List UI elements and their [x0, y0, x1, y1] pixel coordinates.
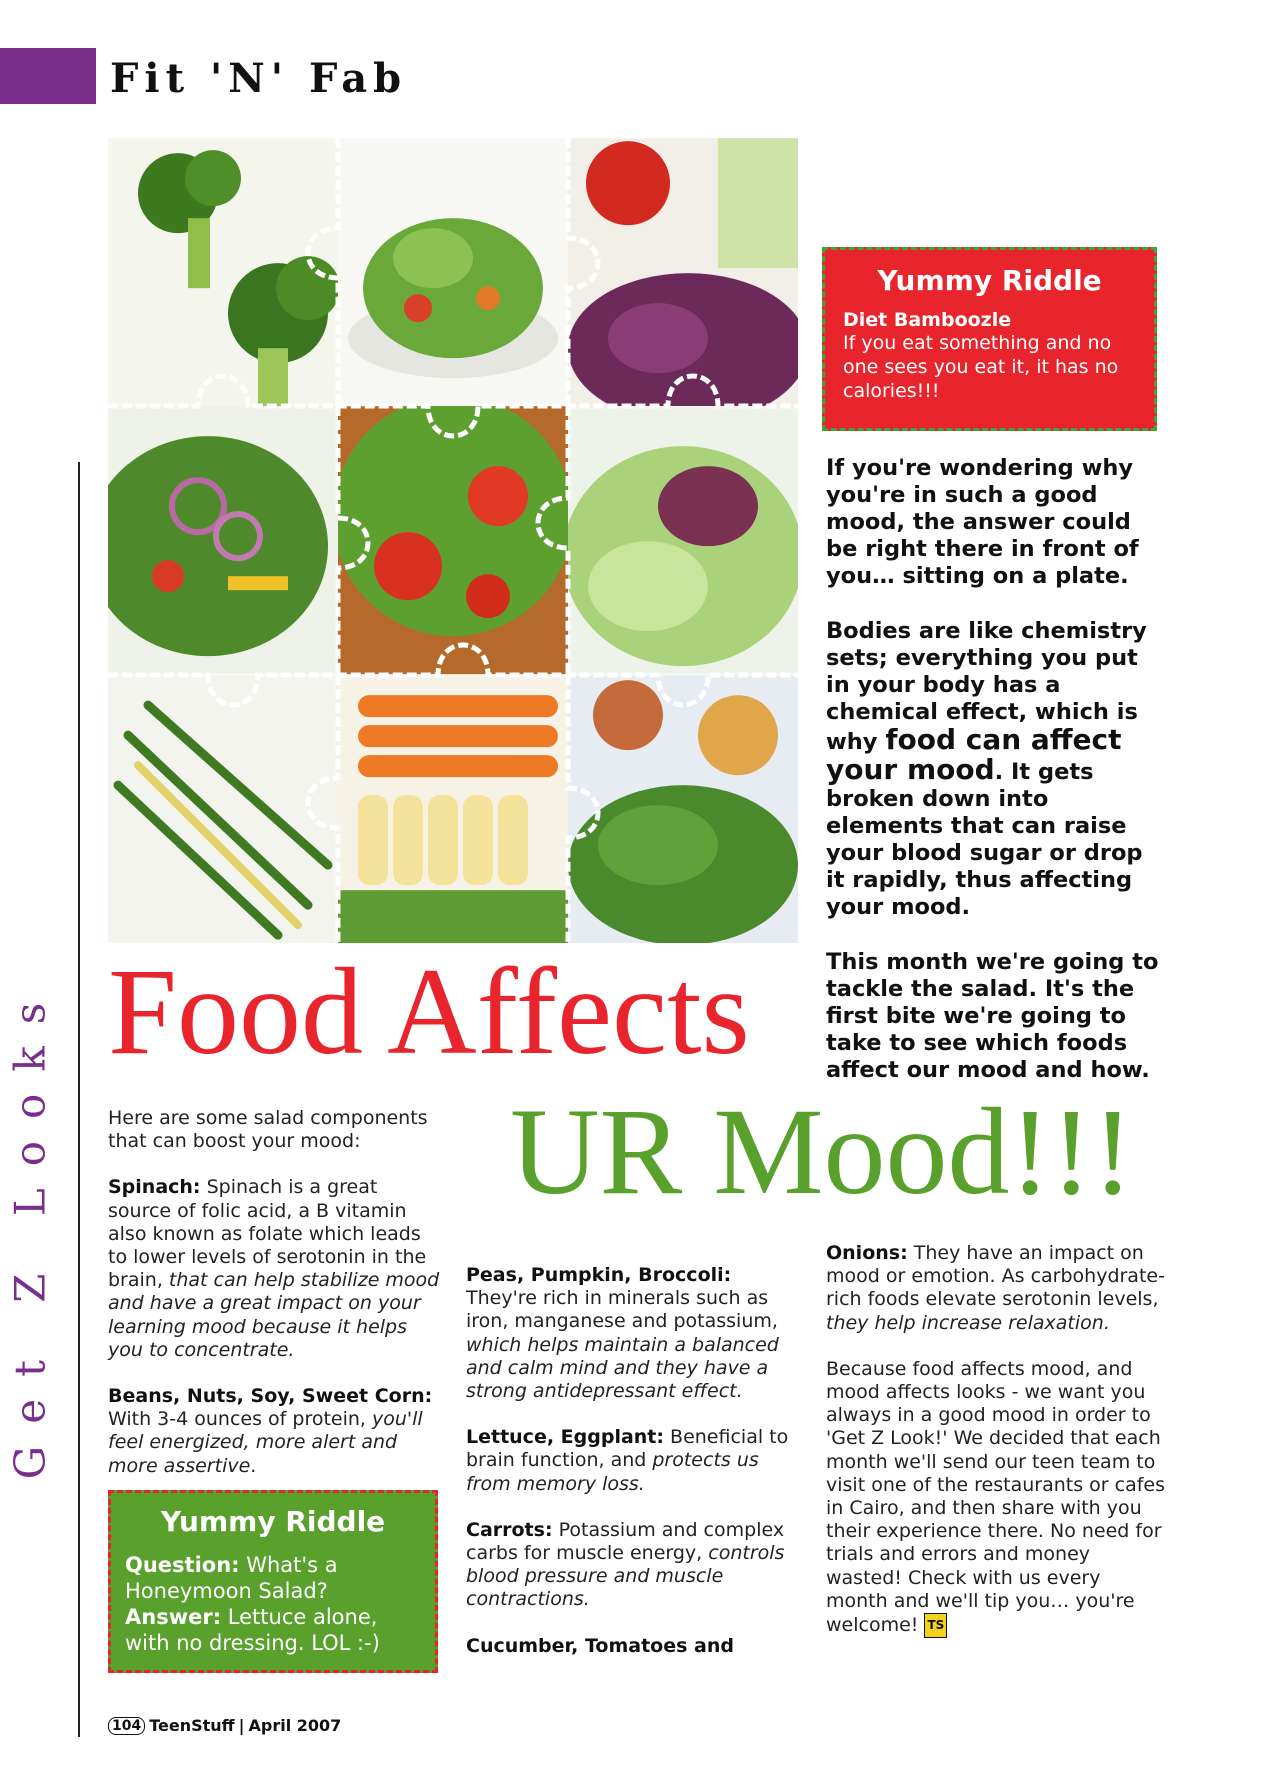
- riddle-box-bottom: [108, 1490, 438, 1673]
- tomato-cabbage-photo: [568, 138, 798, 406]
- footer-separator: |: [238, 1716, 245, 1735]
- beans-paragraph: Beans, Nuts, Soy, Sweet Corn: With 3-4 ounces of protein, you'll feel energized, more alert and more assertive.: [108, 1385, 433, 1477]
- page-number: 104: [108, 1717, 145, 1735]
- teenstuff-end-logo: TS: [924, 1613, 947, 1638]
- intro-paragraph-3: This month we're going to tackle the salad. It's the first bite we're going to take to see which foods affect our mood and how.: [826, 949, 1159, 1083]
- intro-paragraph-1: If you're wondering why you're in such a good mood, the answer could be right there in front of you… sitting on a plate.: [826, 455, 1139, 589]
- peas-paragraph: Peas, Pumpkin, Broccoli: They're rich in minerals such as iron, manganese and potassium, which helps maintain a balanced and calm mind and they have a strong antidepressant effect.: [466, 1264, 779, 1403]
- magazine-name: TeenStuff: [149, 1716, 235, 1735]
- riddle-answer: Answer: Lettuce alone, with no dressing. LOL :-): [125, 1605, 380, 1655]
- riddle-question: Question: What's a Honeymoon Salad?: [125, 1553, 338, 1603]
- column-intro: Here are some salad components that can boost your mood:: [108, 1107, 428, 1153]
- section-color-bar: [0, 48, 96, 104]
- article-column-3: [826, 1242, 1166, 1661]
- onion-salad-photo: [108, 406, 338, 674]
- salad-bowl-photo: [338, 138, 568, 406]
- intro-text: [826, 455, 1166, 1112]
- issue-date: April 2007: [248, 1716, 342, 1735]
- intro-paragraph-2: Bodies are like chemistry sets; everything you put in your body has a chemical effect, which is why food can affect your mood. It gets broken down into elements that can raise your blood sugar or drop it rapidly, thus affecting your mood.: [826, 618, 1147, 920]
- lettuce-paragraph: Lettuce, Eggplant: Beneficial to brain function, and protects us from memory loss.: [466, 1426, 789, 1495]
- spinach-paragraph: Spinach: Spinach is a great source of folic acid, a B vitamin also known as folate which leads to lower levels of serotonin in the brain, that can help stabilize mood and have a great impact on your learning mood because it helps you to concentrate.: [108, 1176, 440, 1361]
- section-title: Fit 'N' Fab: [110, 55, 408, 102]
- riddle-box-top: [822, 247, 1157, 431]
- green-beans-photo: [108, 675, 338, 943]
- sidebar-rule: [78, 462, 80, 1737]
- carrots-corn-photo: [338, 675, 568, 943]
- broccoli-photo: [108, 138, 338, 406]
- carrots-paragraph: Carrots: Potassium and complex carbs for muscle energy, controls blood pressure and muscle contractions.: [466, 1518, 785, 1611]
- salad-photo-collage: [108, 138, 798, 943]
- headline-food-affects: Food Affects: [108, 943, 750, 1080]
- headline-ur-mood: UR Mood!!!: [510, 1083, 1134, 1220]
- tomato-lettuce-photo: [338, 406, 568, 674]
- cucumber-paragraph: Cucumber, Tomatoes and: [466, 1634, 734, 1657]
- onions-paragraph: Onions: They have an impact on mood or emotion. As carbohydrate-rich foods elevate serotonin levels, they help increase relaxation.: [826, 1242, 1165, 1334]
- page-footer: [108, 1716, 341, 1735]
- riddle-body: If you eat something and no one sees you eat it, it has no calories!!!: [843, 332, 1119, 402]
- riddle-heading: Yummy Riddle: [877, 264, 1102, 297]
- lettuce-bowl-photo: [568, 406, 798, 674]
- article-column-2: [466, 1264, 801, 1681]
- riddle-subtitle: Diet Bamboozle: [843, 309, 1012, 331]
- closing-paragraph: Because food affects mood, and mood affects looks - we want you always in a good mood in order to 'Get Z Look!' We decided that each month we'll send our teen team to visit one of the restaurants or cafes in Cairo, and then share with you their experience there. No need for trials and errors and money wasted! Check with us every month and we'll tip you… you're welcome! TS: [826, 1358, 1166, 1638]
- sidebar-vertical-label: Get Z Looks: [5, 980, 55, 1480]
- emphasis-food-mood: food can affect your mood: [826, 723, 1122, 786]
- article-column-1: [108, 1107, 443, 1501]
- riddle-heading: Yummy Riddle: [160, 1505, 386, 1538]
- snow-peas-photo: [568, 675, 798, 943]
